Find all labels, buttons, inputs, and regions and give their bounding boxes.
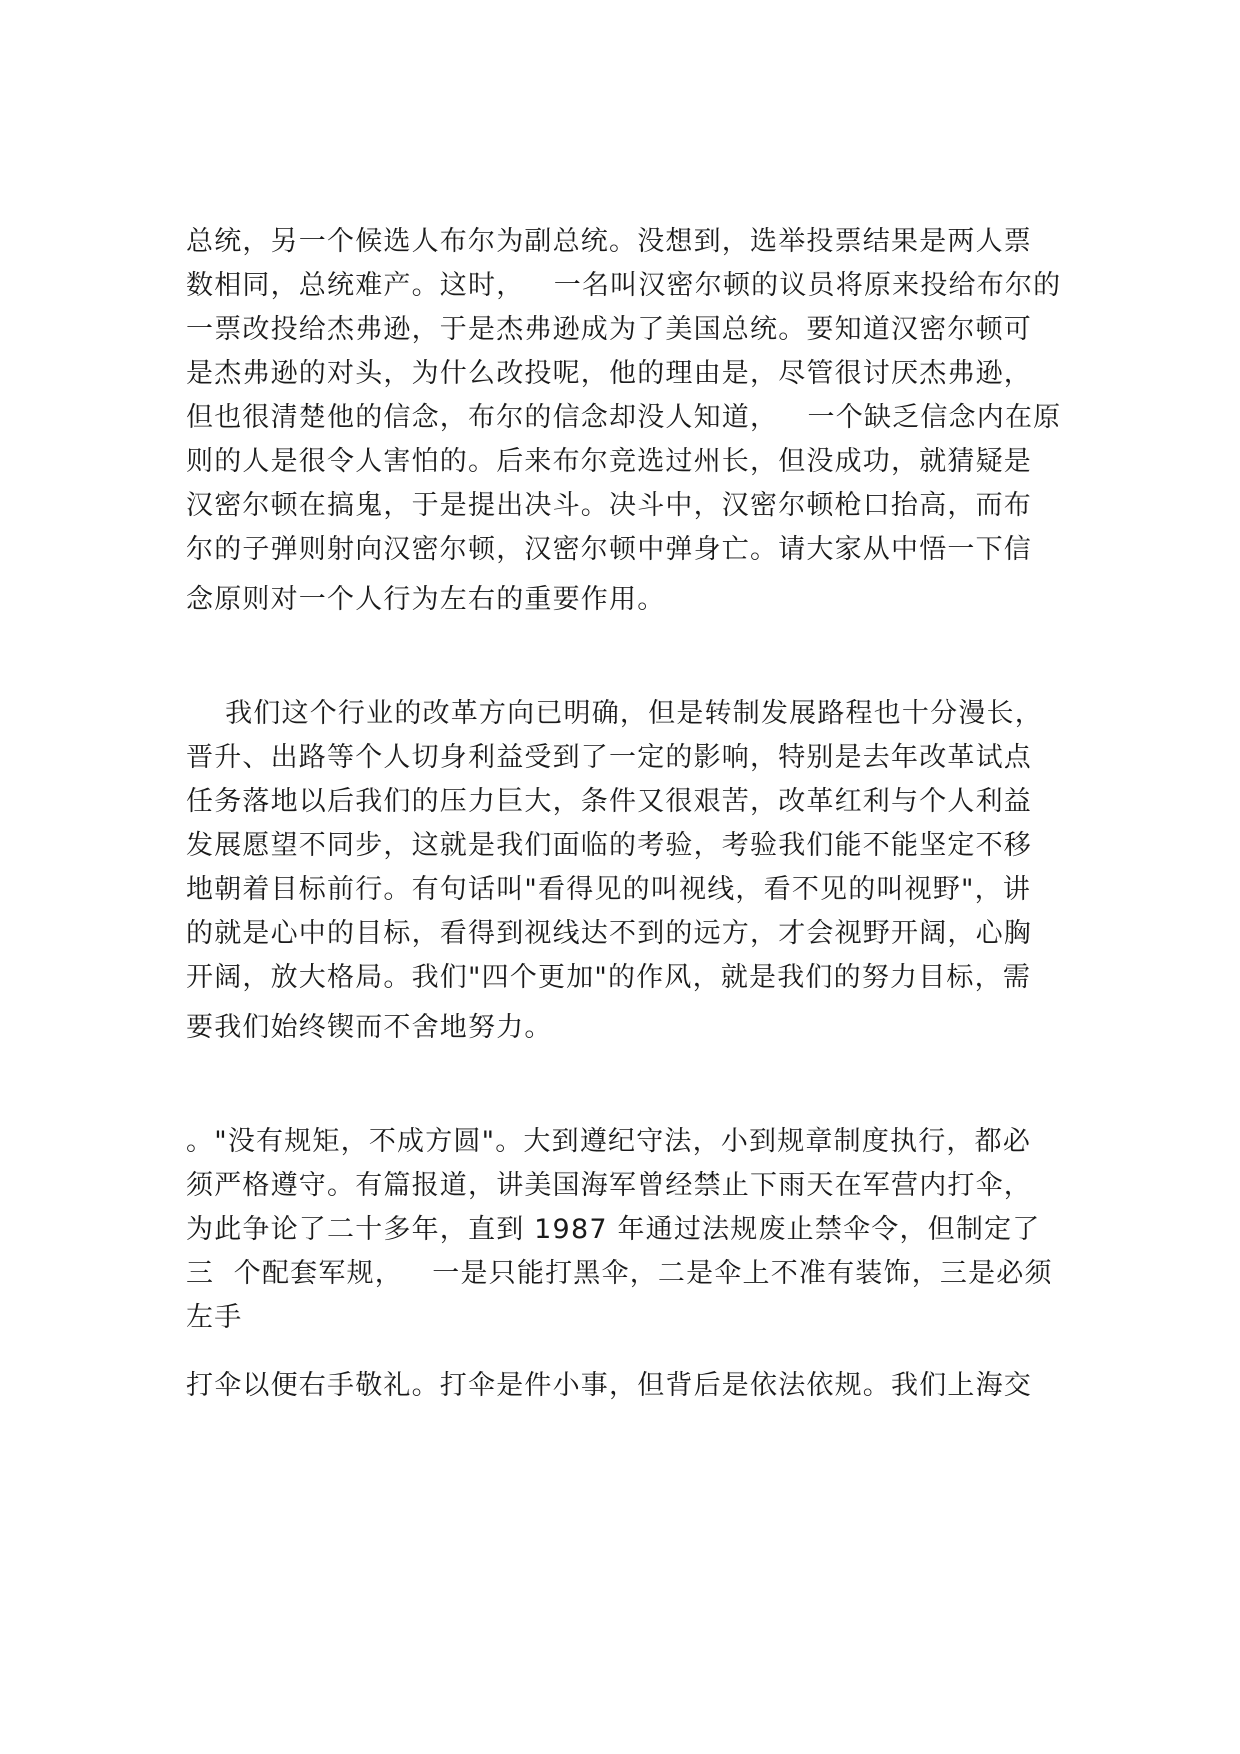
text-line: 尔的子弹则射向汉密尔顿，汉密尔顿中弹身亡。请大家从中悟一下信 <box>186 534 1032 565</box>
text-line: 开阔，放大格局。我们"四个更加"的作风，就是我们的努力目标，需 <box>186 962 1032 993</box>
text-line: 数相同，总统难产。这时， 一名叫汉密尔顿的议员将原来投给布尔的 <box>186 270 1062 301</box>
text-line: 要我们始终锲而不舍地努力。 <box>186 1012 553 1043</box>
text-line: 发展愿望不同步，这就是我们面临的考验，考验我们能不能坚定不移 <box>186 830 1032 861</box>
text-line: 汉密尔顿在搞鬼，于是提出决斗。决斗中，汉密尔顿枪口抬高，而布 <box>186 490 1032 521</box>
text-line: 。"没有规矩，不成方圆"。大到遵纪守法，小到规章制度执行，都必 <box>186 1126 1032 1157</box>
text-line: 则的人是很令人害怕的。后来布尔竞选过州长，但没成功，就猜疑是 <box>186 446 1032 477</box>
text-line: 一票改投给杰弗逊，于是杰弗逊成为了美国总统。要知道汉密尔顿可 <box>186 314 1032 345</box>
text-line: 晋升、出路等个人切身利益受到了一定的影响，特别是去年改革试点 <box>186 742 1032 773</box>
text-line: 但也很清楚他的信念，布尔的信念却没人知道， 一个缺乏信念内在原 <box>186 402 1062 433</box>
text-line: 为此争论了二十多年，直到 1987 年通过法规废止禁伞令，但制定了 <box>186 1214 1041 1245</box>
text-line: 地朝着目标前行。有句话叫"看得见的叫视线，看不见的叫视野"，讲 <box>186 874 1032 905</box>
text-line: 是杰弗逊的对头，为什么改投呢，他的理由是，尽管很讨厌杰弗逊， <box>186 358 1032 389</box>
text-line: 打伞以便右手敬礼。打伞是件小事，但背后是依法依规。我们上海交 <box>186 1370 1032 1401</box>
text-line: 左手 <box>186 1302 243 1333</box>
text-line: 念原则对一个人行为左右的重要作用。 <box>186 584 666 615</box>
text-line: 我们这个行业的改革方向已明确，但是转制发展路程也十分漫长， <box>186 698 1043 729</box>
text-line: 任务落地以后我们的压力巨大，条件又很艰苦，改革红利与个人利益 <box>186 786 1032 817</box>
text-line: 三 个配套军规， 一是只能打黑伞，二是伞上不准有装饰，三是必须 <box>186 1258 1053 1289</box>
text-line: 总统，另一个候选人布尔为副总统。没想到，选举投票结果是两人票 <box>186 226 1032 257</box>
text-line: 的就是心中的目标，看得到视线达不到的远方，才会视野开阔，心胸 <box>186 918 1032 949</box>
text-line: 须严格遵守。有篇报道，讲美国海军曾经禁止下雨天在军营内打伞， <box>186 1170 1032 1201</box>
